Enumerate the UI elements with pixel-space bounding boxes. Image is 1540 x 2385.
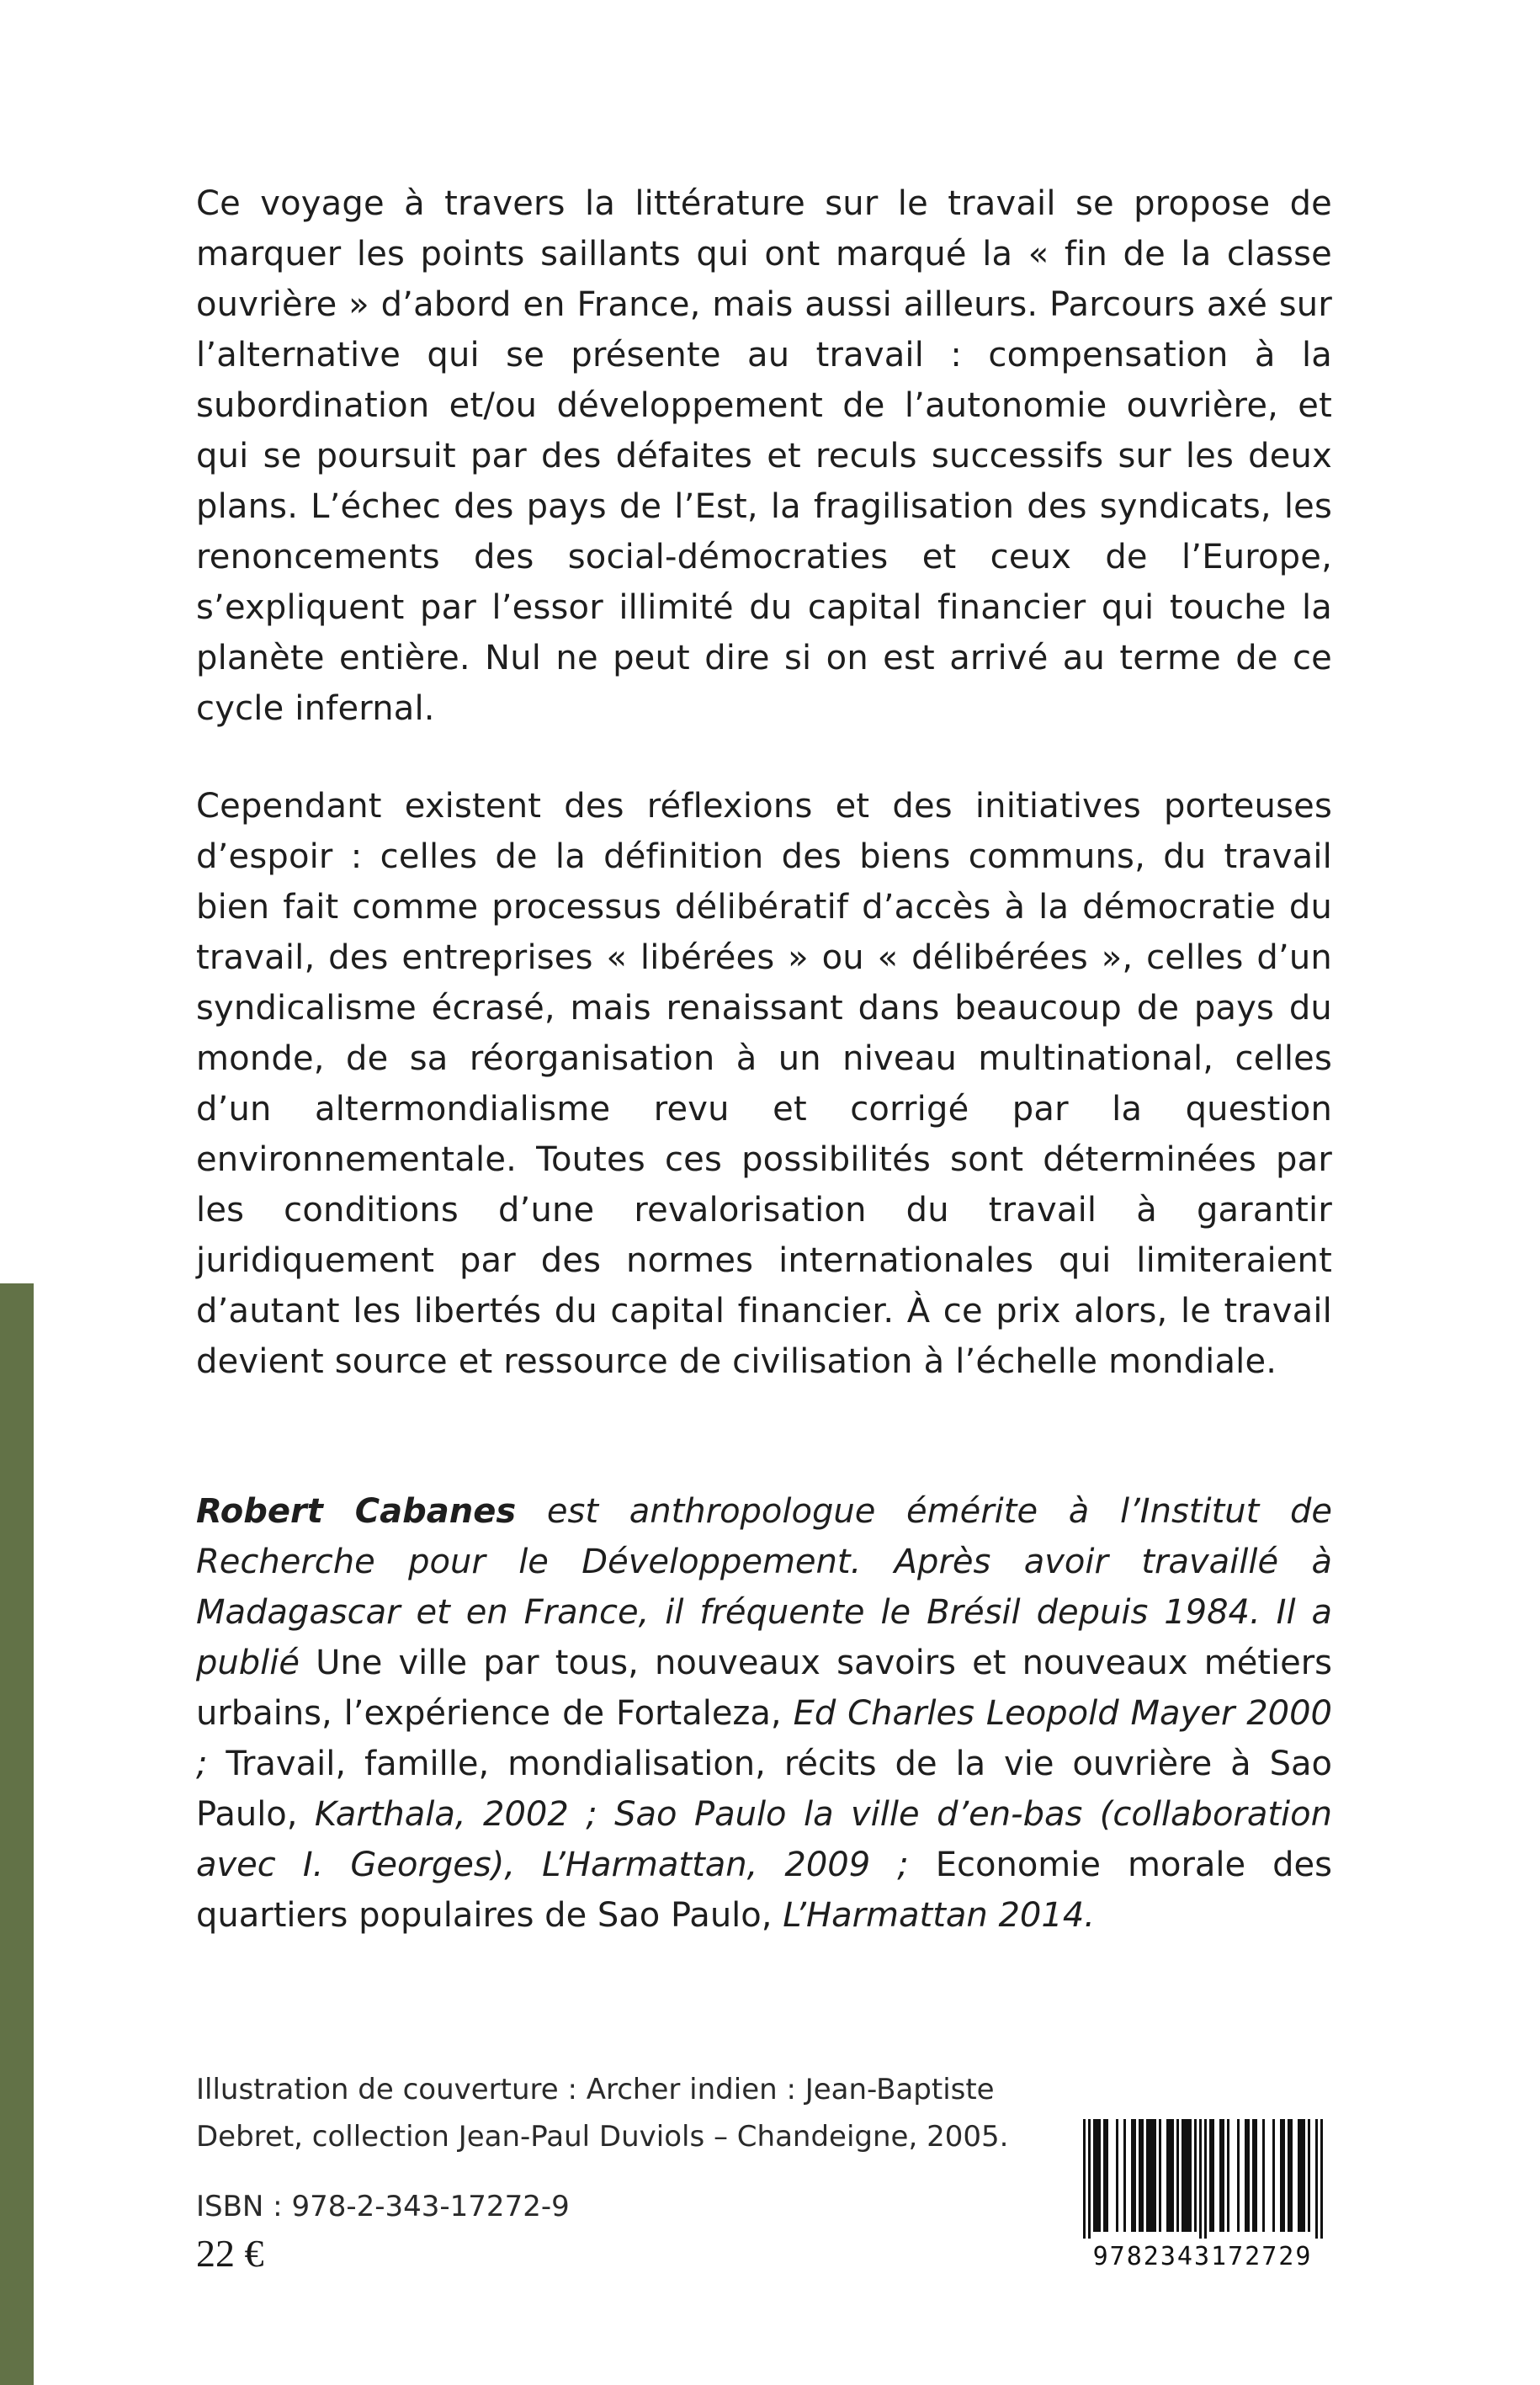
- summary-paragraph-2: Cependant existent des réflexions et des initiatives porteuses d’espoir : celles de la définition des biens communs, du travail bien fait comme processus délibératif d’accès à la démocratie du travail, des entreprises « libérées » ou « délibérées », celles d’un syndicalisme écrasé, mais renaissant dans beaucoup de pays du monde, de sa réorganisation à un niveau multinational, celles d’un altermondialisme revu et corrigé par la question environnementale. Toutes ces possibilités sont déterminées par les conditions d’une revalorisation du travail à garantir juridiquement par des normes internationales qui limiteraient d’autant les libertés du capital financier. À ce prix alors, le travail devient source et ressource de civilisation à l’échelle mondiale.: [196, 787, 1332, 1381]
- back-cover-text: [196, 178, 1332, 1941]
- barcode-bar: [1298, 2119, 1300, 2232]
- barcode-bar: [1093, 2119, 1096, 2232]
- barcode-bar: [1315, 2119, 1318, 2239]
- book-title-3: Economie morale des quartiers populaires de Sao Paulo,: [196, 1846, 1333, 1935]
- barcode-bar: [1204, 2119, 1207, 2239]
- credits-line-1: Illustration de couverture : Archer indien : Jean-Baptiste: [196, 2073, 995, 2106]
- barcode-bar: [1252, 2119, 1255, 2232]
- barcode-bar: [1219, 2119, 1222, 2232]
- barcode-bar: [1123, 2119, 1126, 2232]
- barcode-bar: [1245, 2119, 1247, 2232]
- bio-intro: est anthropologue émérite à l’Institut de Recherche pour le Développement. Après avoir travaillé à Madagascar et en France, il fréquente le Brésil depuis 1984. Il a publié: [196, 1492, 1333, 1682]
- barcode: [1067, 2112, 1338, 2286]
- barcode-bar: [1146, 2119, 1149, 2232]
- barcode-bar: [1169, 2119, 1171, 2232]
- barcode-bar: [1096, 2119, 1098, 2232]
- cover-edge-strip: [0, 1283, 34, 2385]
- book-publisher-1: Ed Charles Leopold Mayer 2000 ;: [196, 1694, 1333, 1783]
- barcode-bar: [1227, 2119, 1229, 2232]
- book-publisher-3: L’Harmattan 2014.: [772, 1896, 1095, 1935]
- barcode-bar: [1134, 2119, 1136, 2232]
- barcode-digits: 9782343172729: [1092, 2242, 1313, 2271]
- barcode-bar: [1176, 2119, 1179, 2232]
- barcode-bar: [1288, 2119, 1290, 2232]
- barcode-bar: [1290, 2119, 1293, 2232]
- barcode-bar: [1300, 2119, 1303, 2232]
- barcode-bar: [1320, 2119, 1323, 2239]
- barcode-bar: [1131, 2119, 1134, 2232]
- barcode-bar: [1199, 2119, 1202, 2239]
- author-bio: [196, 1486, 1332, 1941]
- barcode-bar: [1088, 2119, 1091, 2239]
- cover-illustration-credits: [196, 2066, 1021, 2160]
- barcode-bar: [1212, 2119, 1214, 2232]
- book-title-1: Une ville par tous, nouveaux savoirs et nouveaux métiers urbains, l’expérience de Fortaleza,: [196, 1644, 1332, 1733]
- barcode-bar: [1141, 2119, 1144, 2232]
- barcode-bars: [1067, 2112, 1338, 2239]
- barcode-bar: [1194, 2119, 1197, 2232]
- barcode-bar: [1182, 2119, 1184, 2232]
- barcode-bar: [1237, 2119, 1240, 2232]
- barcode-bar: [1166, 2119, 1169, 2232]
- barcode-bar: [1303, 2119, 1305, 2232]
- barcode-bar: [1159, 2119, 1161, 2232]
- barcode-bar: [1280, 2119, 1282, 2232]
- barcode-bar: [1106, 2119, 1108, 2232]
- barcode-bar: [1098, 2119, 1101, 2232]
- credits-line-2: Debret, collection Jean-Paul Duviols – Chandeigne, 2005.: [196, 2120, 1009, 2154]
- barcode-bar: [1272, 2119, 1275, 2232]
- barcode-bar: [1154, 2119, 1156, 2232]
- barcode-bar: [1116, 2119, 1118, 2232]
- barcode-bar: [1247, 2119, 1250, 2232]
- price: 22 €: [196, 2232, 264, 2275]
- barcode-bar: [1139, 2119, 1141, 2232]
- book-publisher-2: Karthala, 2002 ; Sao Paulo la ville d’en-bas (collaboration avec I. Georges), L’Harmattan, 2009 ;: [196, 1795, 1332, 1884]
- barcode-bar: [1209, 2119, 1212, 2232]
- barcode-bar: [1187, 2119, 1189, 2232]
- summary-paragraph-1: Ce voyage à travers la littérature sur le travail se propose de marquer les points saillants qui ont marqué la « fin de la classe ouvrière » d’abord en France, mais aussi ailleurs. Parcours axé sur l’alternative qui se présente au travail : compensation à la subordination et/ou développement de l’autonomie ouvrière, et qui se poursuit par des défaites et reculs successifs sur les deux plans. L’échec des pays de l’Est, la fragilisation des syndicats, les renoncements des social-démocraties et ceux de l’Europe, s’expliquent par l’essor illimité du capital financier qui touche la planète entière. Nul ne peut dire si on est arrivé au terme de ce cycle infernal.: [196, 184, 1332, 728]
- barcode-bar: [1189, 2119, 1192, 2232]
- barcode-bar: [1083, 2119, 1086, 2239]
- isbn-number: ISBN : 978-2-343-17272-9: [196, 2190, 570, 2223]
- barcode-bar: [1149, 2119, 1151, 2232]
- barcode-bar: [1151, 2119, 1154, 2232]
- barcode-bar: [1103, 2119, 1106, 2232]
- barcode-bar: [1184, 2119, 1187, 2232]
- barcode-bar: [1308, 2119, 1310, 2232]
- barcode-bar: [1282, 2119, 1285, 2232]
- barcode-bar: [1171, 2119, 1174, 2232]
- barcode-bar: [1222, 2119, 1224, 2232]
- barcode-bar: [1255, 2119, 1257, 2232]
- barcode-bar: [1262, 2119, 1265, 2232]
- author-name: Robert Cabanes: [196, 1492, 517, 1531]
- book-title-2: Travail, famille, mondialisation, récits de la vie ouvrière à Sao Paulo,: [196, 1745, 1332, 1834]
